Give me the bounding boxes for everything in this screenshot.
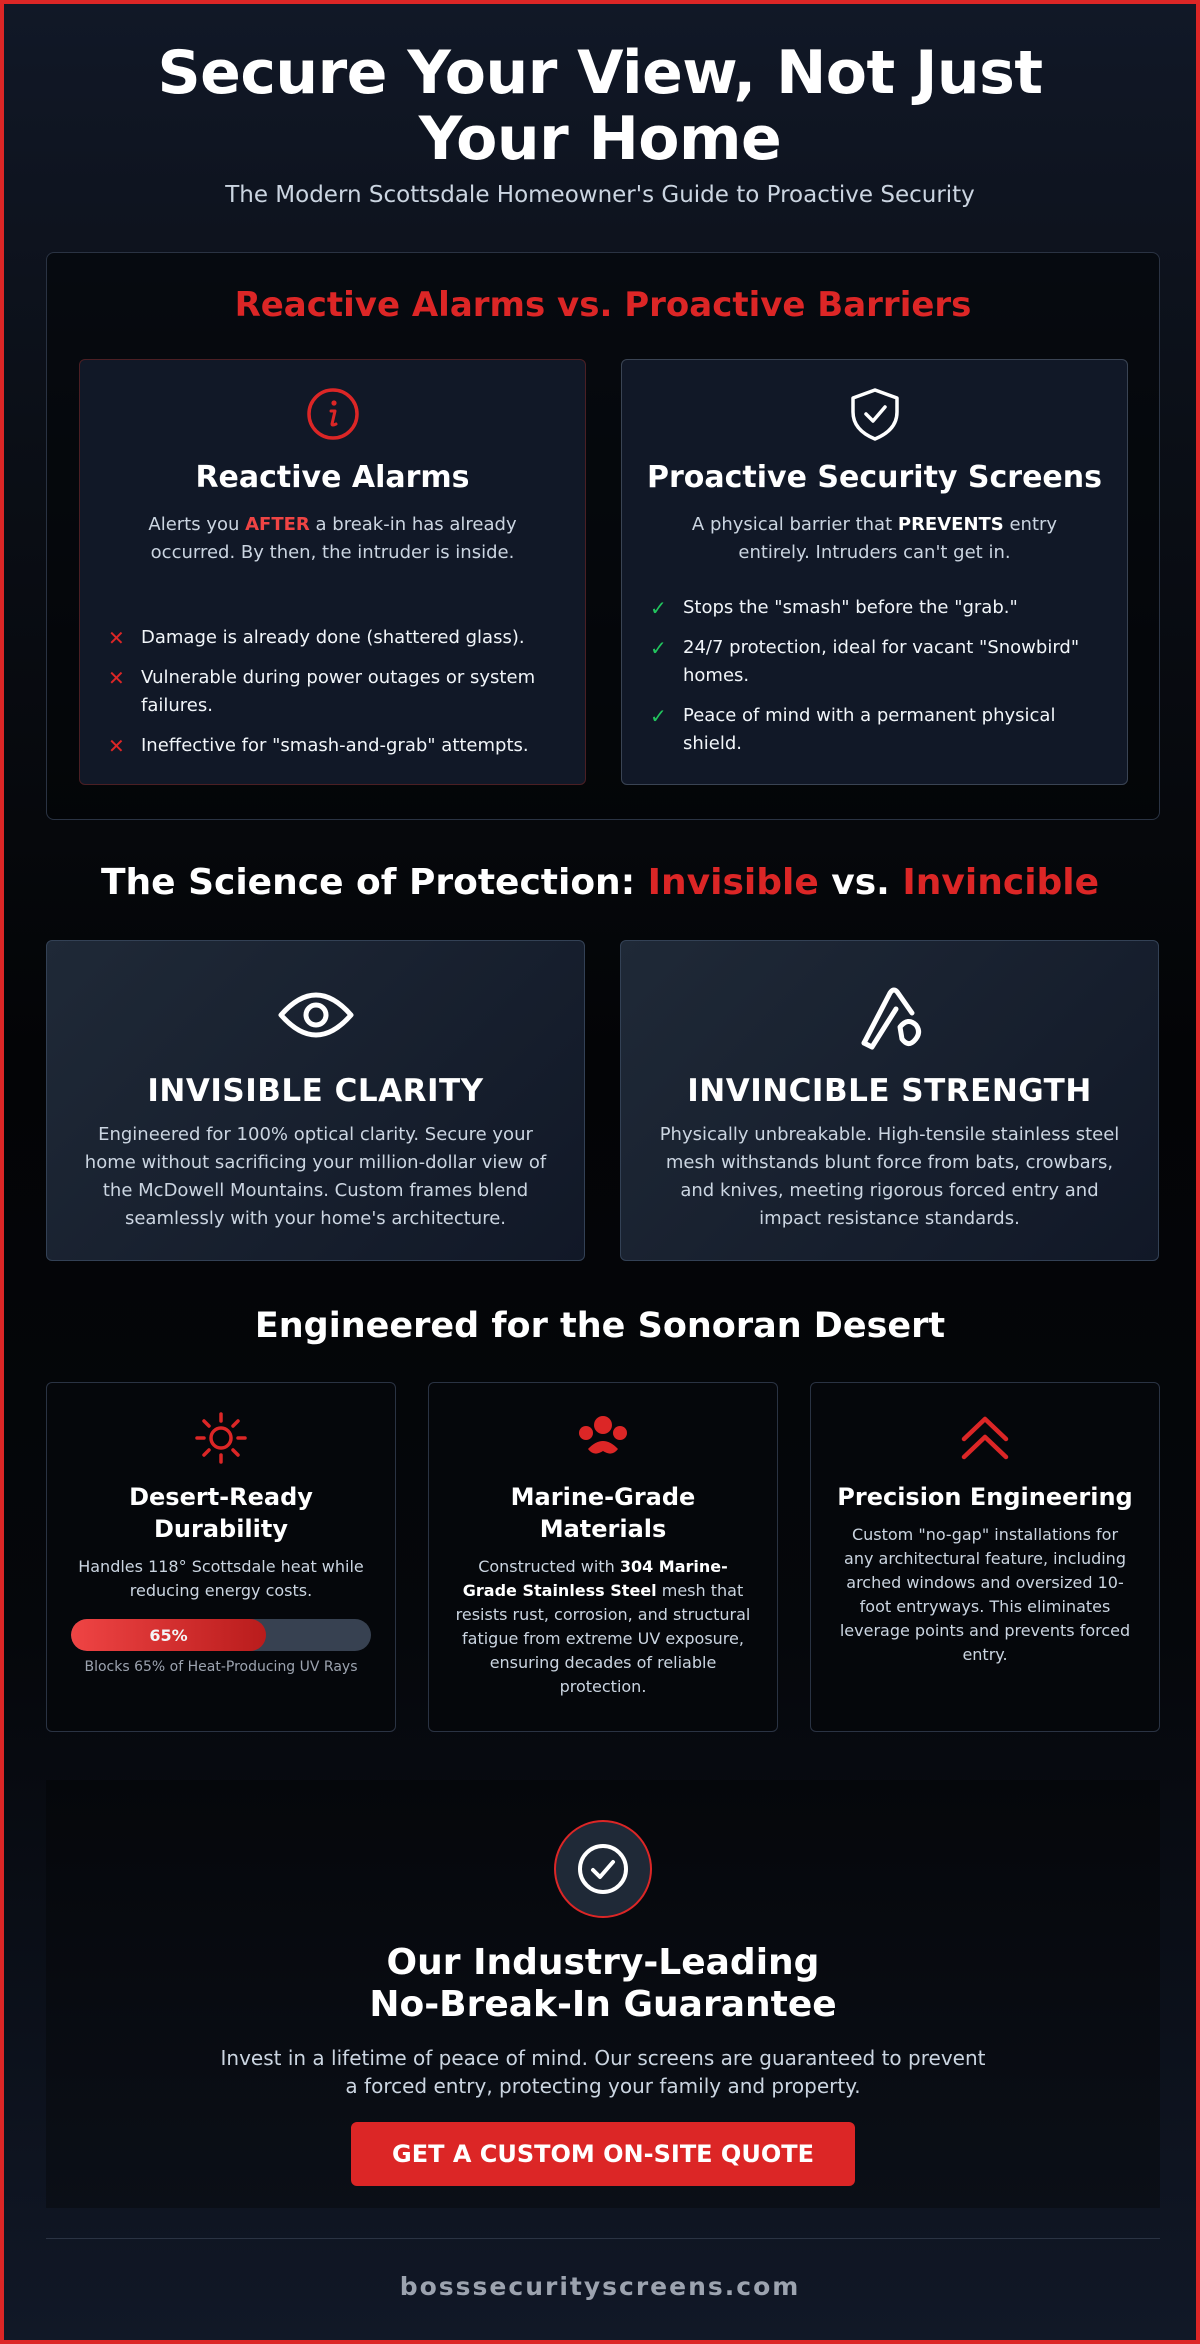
check-icon: ✓ [650,704,667,728]
precision-engineering-card [810,1382,1160,1732]
invisible-clarity-card [46,940,585,1261]
list-item: ✓ Stops the "smash" before the "grab." [650,596,1018,620]
page-title: Secure Your View, Not Just Your Home [157,38,1043,174]
durability-text: Handles 118° Scottsdale heat while reducing energy costs. [78,1557,364,1600]
x-icon: ✕ [108,626,125,650]
emphasis-prevents: PREVENTS [897,514,1004,535]
check-icon: ✓ [650,636,667,660]
list-item: ✕ Damage is already done (shattered glass). [108,626,525,650]
shield-check-icon [847,386,903,442]
desert-section-title: Engineered for the Sonoran Desert [254,1306,946,1346]
guarantee-text: Invest in a lifetime of peace of mind. Our screens are guaranteed to prevent a forced entry, protecting your family and property. [220,2046,986,2098]
eye-icon [276,979,356,1051]
list-item: ✕ Vulnerable during power outages or system failures. [108,666,536,716]
paw-icon [576,1411,630,1465]
footer-website-link[interactable]: bosssecurityscreens.com [399,2272,801,2301]
precision-text: Custom "no-gap" installations for any architectural feature, including arched windows and oversized 10-foot entryways. This eliminates leverage points and prevents forced entry. [839,1525,1131,1664]
guarantee-badge [554,1820,652,1918]
comparison-title: Reactive Alarms vs. Proactive Barriers [234,285,972,325]
marine-grade-card [428,1382,778,1732]
guarantee-section [46,1780,1160,2208]
footer-divider [46,2238,1160,2239]
list-item: ✓ 24/7 protection, ideal for vacant "Snowbird" homes. [650,636,1080,686]
science-section-title: The Science of Protection: Invisible vs. Invincible [100,862,1100,903]
info-circle-icon [305,386,361,442]
invincible-strength-card [620,940,1159,1261]
tool-icon [850,979,930,1051]
reactive-card-title: Reactive Alarms [195,460,470,495]
check-circle-icon [575,1841,631,1897]
proactive-card-description: A physical barrier that PREVENTS entry entirely. Intruders can't get in. [691,514,1058,563]
check-icon: ✓ [650,596,667,620]
reactive-card-description: Alerts you AFTER a break-in has already occurred. By then, the intruder is inside. [148,514,517,563]
proactive-screens-card [621,359,1128,785]
list-item: ✕ Ineffective for "smash-and-grab" attempts. [108,734,529,758]
steel-grade-emphasis: 304 Marine-Grade Stainless Steel [462,1557,728,1600]
get-quote-button[interactable]: GET A CUSTOM ON-SITE QUOTE [351,2122,855,2186]
precision-title: Precision Engineering [837,1483,1133,1511]
x-icon: ✕ [108,666,125,690]
strength-title: INVINCIBLE STRENGTH [687,1073,1092,1109]
proactive-card-title: Proactive Security Screens [647,460,1102,495]
emphasis-after: AFTER [245,514,310,535]
hero [4,4,1196,208]
uv-block-progress-fill: 65% [71,1619,266,1651]
marine-grade-title: Marine-Grade Materials [510,1483,696,1543]
list-item: ✓ Peace of mind with a permanent physical shield. [650,704,1056,754]
durability-title: Desert-Ready Durability [129,1483,313,1543]
uv-block-progress-bar [71,1619,371,1651]
reactive-alarms-card [79,359,586,785]
sun-icon [194,1411,248,1465]
clarity-text: Engineered for 100% optical clarity. Secure your home without sacrificing your million-dollar view of the McDowell Mountains. Custom frames blend seamlessly with your home's architecture. [84,1124,547,1229]
durability-card [46,1382,396,1732]
marine-grade-text: Constructed with 304 Marine-Grade Stainless Steel mesh that resists rust, corrosion, and structural fatigue from extreme UV exposure, ensuring decades of reliable protection. [455,1557,751,1696]
proactive-benefits-list [650,594,1090,770]
uv-block-caption: Blocks 65% of Heat-Producing UV Rays [84,1659,358,1675]
x-icon: ✕ [108,734,125,758]
reactive-drawbacks-list [108,624,548,772]
clarity-title: INVISIBLE CLARITY [147,1073,484,1109]
double-chevron-up-icon [958,1411,1012,1465]
strength-text: Physically unbreakable. High-tensile stainless steel mesh withstands blunt force from bats, crowbars, and knives, meeting rigorous forced entry and impact resistance standards. [659,1124,1120,1229]
guarantee-title: Our Industry-Leading No-Break-In Guarantee [369,1942,837,2025]
comparison-section [46,252,1160,820]
page-subtitle: The Modern Scottsdale Homeowner's Guide to Proactive Security [225,182,975,208]
